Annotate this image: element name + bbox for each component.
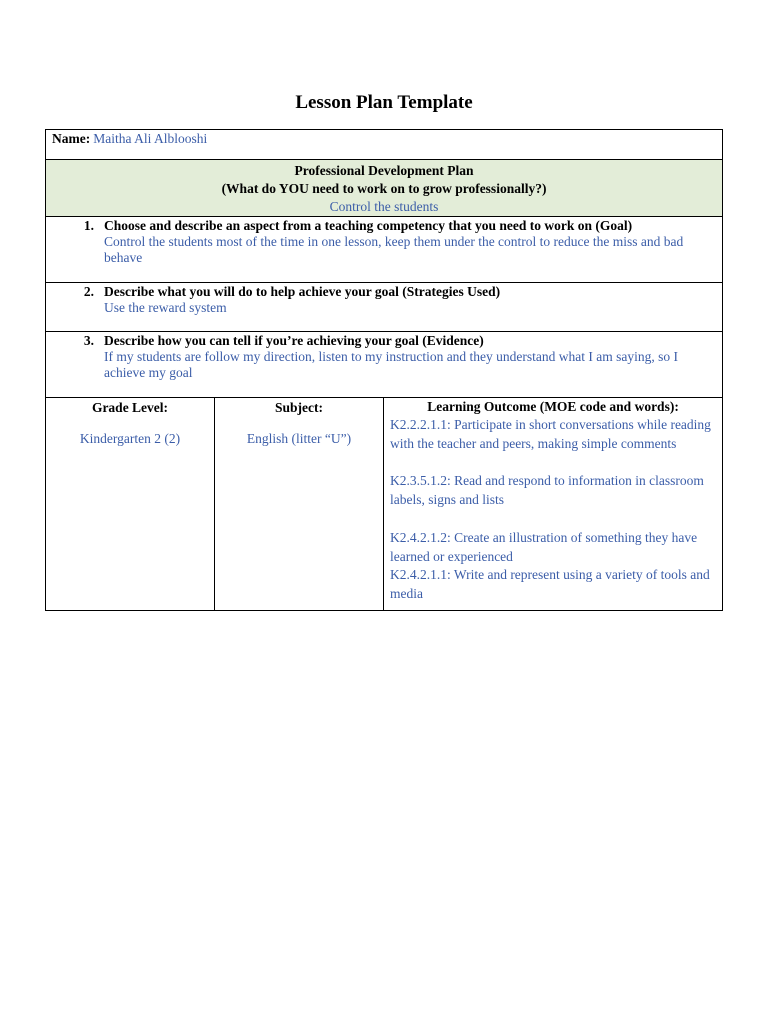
evidence-row: [46, 332, 723, 398]
name-row: [46, 130, 723, 160]
strategies-cell: [46, 283, 723, 332]
evidence-cell: [46, 332, 723, 398]
goal-answer: Control the students most of the time in one lesson, keep them under the control to reduce the miss and bad behave: [104, 234, 684, 265]
grade-value: Kindergarten 2 (2): [79, 431, 181, 446]
lesson-info-row: [46, 398, 723, 611]
evidence-answer: If my students are follow my direction, listen to my instruction and they understand what I am saying, so I achieve my goal: [104, 349, 679, 380]
page-title: Lesson Plan Template: [295, 92, 473, 113]
pd-plan-heading: Professional Development Plan: [294, 163, 474, 178]
strategies-answer: Use the reward system: [104, 300, 227, 315]
strategies-row: [46, 283, 723, 332]
outcome-label: Learning Outcome (MOE code and words):: [427, 399, 679, 414]
pd-plan-row: [46, 160, 723, 217]
pd-plan-cell: [46, 160, 723, 217]
lesson-plan-table: [45, 129, 723, 611]
name-label: Name:: [52, 131, 91, 146]
strategies-question: Describe what you will do to help achieve your goal (Strategies Used): [104, 284, 501, 299]
goal-question: Choose and describe an aspect from a teaching competency that you need to work on (Goal): [104, 218, 633, 233]
item-number: 3.: [83, 333, 94, 348]
pd-plan-subheading: (What do YOU need to work on to grow professionally?): [221, 181, 547, 196]
pd-plan-focus: Control the students: [329, 199, 439, 214]
outcome-cell: [384, 398, 723, 611]
goal-row: [46, 217, 723, 283]
outcome-item: K2.4.2.1.2: Create an illustration of something they have learned or experienced: [390, 529, 698, 564]
grade-cell: [46, 398, 215, 611]
item-number: 2.: [83, 284, 94, 299]
subject-value: English (litter “U”): [246, 431, 352, 446]
outcome-item: K2.3.5.1.2: Read and respond to information in classroom labels, signs and lists: [390, 473, 704, 508]
grade-label: Grade Level:: [91, 400, 169, 415]
subject-label: Subject:: [275, 400, 323, 415]
subject-cell: [215, 398, 384, 611]
outcome-item: K2.2.2.1.1: Participate in short conversations while reading with the teacher and peers, making simple comments: [390, 417, 711, 451]
name-cell: [46, 130, 723, 160]
goal-cell: [46, 217, 723, 283]
item-number: 1.: [83, 218, 94, 233]
evidence-question: Describe how you can tell if you’re achieving your goal (Evidence): [104, 333, 484, 348]
name-value: Maitha Ali Alblooshi: [93, 131, 208, 146]
outcome-item: K2.4.2.1.1: Write and represent using a variety of tools and media: [390, 567, 710, 602]
